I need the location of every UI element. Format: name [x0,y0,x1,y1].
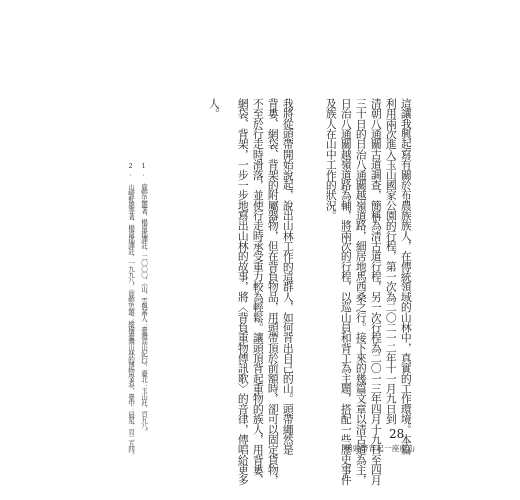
page-number: 28 [389,427,405,441]
text-column: 網袋、背架，一步一步地寫出山林的故事，將〈背負重物傳訊歌〉的音律，傳唱給更多 [236,98,250,485]
text-column: 這讓我興起寫有關於布農族族人，在傳統領域的山林中，真實的工作環境。本篇 [399,98,413,455]
text-column: 不至於行走時滑落，並使行走時承受重力較為輕鬆。讓頭頂背起重物的族人，用背婁、 [251,98,265,485]
footnote: 1. 鹿野忠雄著，楊南郡譯註，二〇〇〇，《山、雲與蕃人：臺灣高山紀行》，臺北：玉山社，頁九八。 [139,162,148,435]
text-column: 人。 [207,98,221,119]
text-column: 清朝八通關古道調查，簡稱為清古道行程，另一次行程為二〇一三年四月十九日至四月 [369,98,383,485]
text-column: 及族人在山中工作的狀況。 [324,98,338,221]
text-column: 日治八通關越嶺道路為輔，將兩次的行程，以巡山員和背工為主題，搭配一些歷史事件 [339,98,353,485]
text-column: 三十日的日治八通關越嶺道路，細居地馬西桑之行。接下來的幾篇文章以清古道為主， [354,98,368,485]
footnote: 2. 山崎軒雄等著，楊南郡譯註，一九九八，《鹿野忠雄：縱橫臺灣山林的博物學者》，臺中：晨星，頁二五四。 [126,162,135,458]
running-header: 用頭帶背起一座座山 [345,444,416,453]
text-column: 背婁、網袋、背架的附屬器物，但在背負物品，用頭帶頂於前額時，卻可以固定貨物， [266,98,280,485]
text-column: 我將從頭帶開始說起，說出山林工作的這群人，如何背出自己的山。頭帶繩然是 [281,98,295,455]
text-column: 利用兩次進入玉山國家公園的行程，第一次為二〇二一二年十一月九日到 [384,98,398,424]
